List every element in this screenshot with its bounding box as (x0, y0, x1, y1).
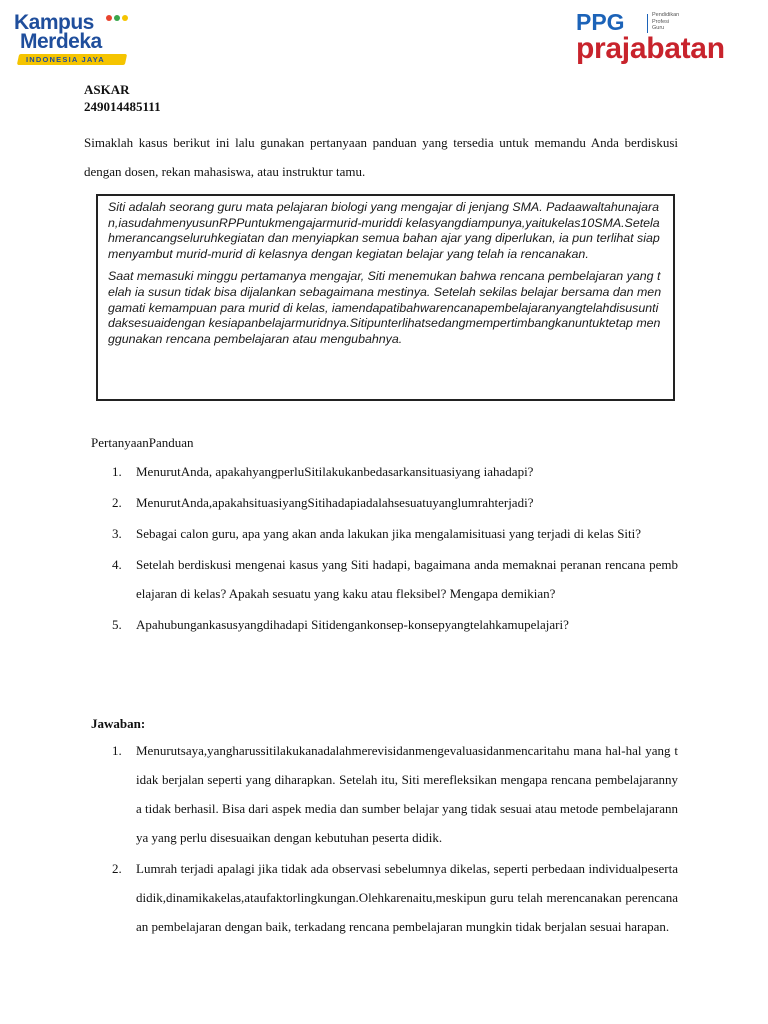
answer-text: Menurutsaya,yangharussitilakukanadalahmerevisidanmengevaluasidanmencaritahu mana hal-hal yang tidak berjalan seperti yang diharapkan. Setelah itu, Siti merefleksikan mengapa rencana pembelajarannya tidak berhasil. Bisa dari aspek media dan sumber belajar yang tidak sesuai atau metode pembelajarannya yang perlu disesuaikan dengan kebutuhan peserta didik. (136, 743, 678, 845)
answers-heading: Jawaban: (91, 716, 146, 731)
answer-item (112, 854, 678, 941)
question-number: 4. (112, 557, 122, 572)
question-number: 5. (112, 617, 122, 632)
case-study-box (96, 194, 675, 401)
answer-number: 2. (112, 861, 122, 876)
logo-dot-yellow (122, 15, 128, 21)
logo-text-ppg: PPG (576, 9, 625, 35)
question-text: MenurutAnda,apakahsituasiyangSitihadapiadalahsesuatuyanglumrahterjadi? (136, 495, 534, 510)
question-text: MenurutAnda, apakahyangperluSitilakukanbedasarkansituasiyang iahadapi? (136, 464, 534, 479)
case-paragraph-1: Siti adalah seorang guru mata pelajaran biologi yang mengajar di jenjang SMA. Padaawaltahunajaran,iasudahmenyusunRPPuntukmengajarmurid-muriddi kelasyangdiampunya,yaitukelas10SMA.Setelahmerancangseluruhkegiatan dan menyiapkan semua bahan ajar yang diperlukan, ia pun terlihat siap menyambut murid-murid di kelasnya dengan kegiatan belajar yang telah ia rencanakan. (108, 200, 660, 261)
answers-list (112, 736, 678, 943)
logo-text-prajabatan: prajabatan (576, 32, 725, 65)
question-number: 3. (112, 526, 122, 541)
logo-small-line: Profesi (652, 18, 670, 25)
logo-dot-red (106, 15, 112, 21)
question-text: Setelah berdiskusi mengenai kasus yang Siti hadapi, bagaimana anda memaknai peranan rencana pembelajaran di kelas? Apakah sesuatu yang kaku atau fleksibel? Mengapa demikian? (136, 557, 678, 601)
question-number: 1. (112, 464, 122, 479)
question-number: 2. (112, 495, 122, 510)
logo-tagline: INDONESIA JAYA (26, 55, 105, 64)
logo-small-text (652, 12, 679, 32)
answer-number: 1. (112, 743, 122, 758)
case-paragraph-2: Saat memasuki minggu pertamanya mengajar, Siti menemukan bahwa rencana pembelajaran yang telah ia susun tidak bisa dijalankan sebagaimana mestinya. Setelah sekilas belajar bersama dan mengamati kemampuan para murid di kelas, iamendapatibahwarencanapembelajaranyangtelahdisusuntidaksesuaidengan kesiapanbelajarmuridnya.Sitipunterlihatsedangmempertimbangkanuntuktetap menggunakan rencana pembelajaran atau mengubahnya. (108, 269, 662, 346)
question-text: Sebagai calon guru, apa yang akan anda lakukan jika mengalamisituasi yang terjadi di kelas Siti? (136, 526, 642, 541)
student-nim: 249014485111 (84, 99, 161, 114)
questions-heading: PertanyaanPanduan (91, 435, 194, 450)
logo-small-line: Guru (652, 25, 665, 31)
answer-item (112, 736, 678, 852)
student-name: ASKAR (84, 82, 130, 97)
question-item (112, 488, 678, 517)
question-item (112, 550, 678, 608)
answer-text: Lumrah terjadi apalagi jika tidak ada observasi sebelumnya dikelas, seperti perbedaan individualpesertadidik,dinamikakelas,ataufaktorlingkungan.Olehkarenaitu,meskipun guru telah merencanakan perencanaan pembelajaran dengan baik, terkadang rencana pembelajaran mungkin tidak berjalan sesuai harapan. (136, 861, 678, 934)
question-text: Apahubungankasusyangdihadapi Sitidengankonsep-konsepyangtelahkamupelajari? (136, 617, 569, 632)
kampus-merdeka-logo (14, 12, 130, 68)
logo-divider (647, 14, 648, 33)
questions-list (112, 457, 678, 641)
logo-dot-green (114, 15, 120, 21)
question-item (112, 519, 678, 548)
logo-small-line: Pendidikan (652, 12, 680, 18)
question-item (112, 610, 678, 639)
question-item (112, 457, 678, 486)
intro-paragraph: Simaklah kasus berikut ini lalu gunakan pertanyaan panduan yang tersedia untuk memandu Anda berdiskusi dengan dosen, rekan mahasiswa, atau instruktur tamu. (84, 135, 678, 179)
ppg-prajabatan-logo (576, 8, 756, 70)
logo-text-kampus: Kampus (14, 11, 94, 34)
logo-text-merdeka: Merdeka (20, 30, 102, 53)
